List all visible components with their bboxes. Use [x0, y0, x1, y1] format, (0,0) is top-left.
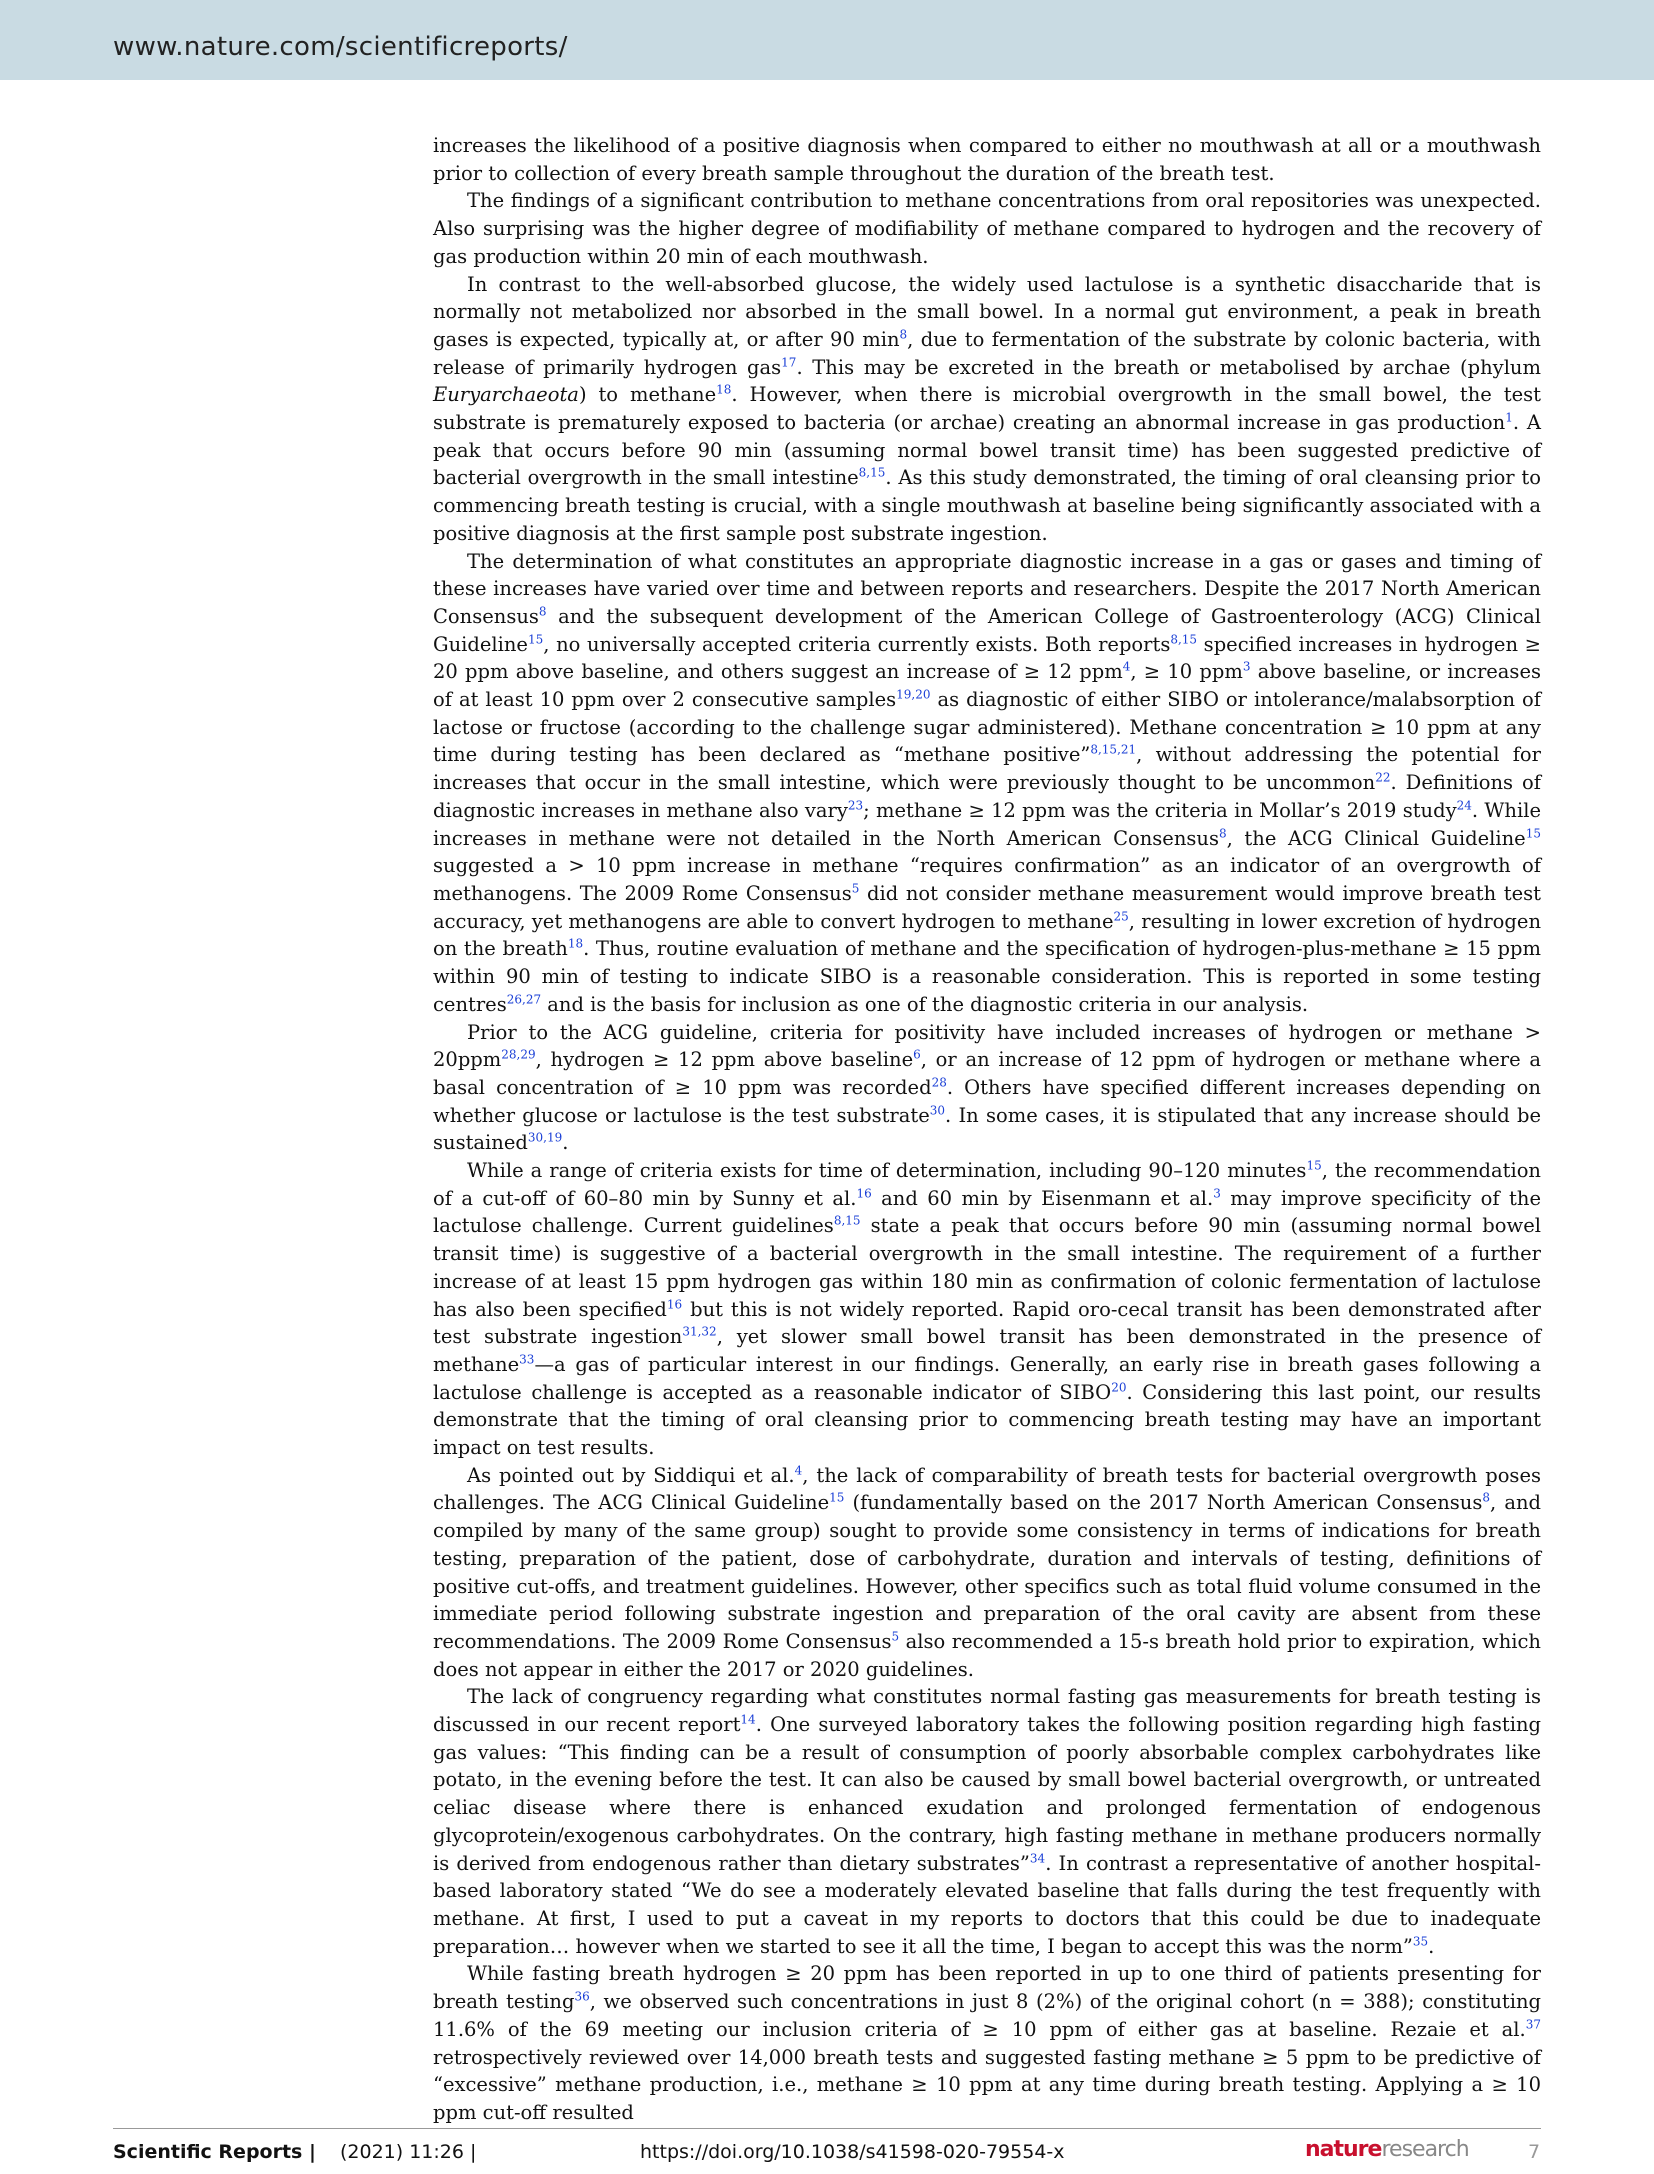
citation[interactable]: 8 — [538, 604, 547, 619]
citation[interactable]: 16 — [666, 1297, 683, 1312]
citation[interactable]: 17 — [781, 355, 797, 370]
citation[interactable]: 8,15 — [1170, 632, 1198, 647]
citation[interactable]: 15 — [527, 632, 544, 647]
paragraph: Prior to the ACG guideline, criteria for positivity have included increases of hydrogen or methane > 20ppm$^{28,29}$, hydrogen ≥ 12 ppm above baseline$^6$, or an increase of 12 ppm of hydrogen or methane where a basal concentration of ≥ 10 ppm was recorded$^{28}$. Others have specified different increases depending on whether glucose or lactulose is the test substrate$^{30}$. In some cases, it is stipulated that any increase should be sustained$^{30,19}$. — [433, 1020, 1541, 1155]
citation[interactable]: 31,32 — [682, 1324, 717, 1339]
footer-volume: (2021) 11:26 | — [340, 2141, 477, 2163]
citation[interactable]: 18 — [567, 936, 584, 951]
citation[interactable]: 16 — [856, 1186, 872, 1201]
citation[interactable]: 25 — [1113, 909, 1129, 924]
citation[interactable]: 37 — [1525, 2017, 1541, 2032]
citation[interactable]: 3 — [1213, 1186, 1221, 1201]
citation[interactable]: 30 — [929, 1103, 946, 1118]
citation[interactable]: 23 — [847, 798, 864, 813]
citation[interactable]: 19,20 — [896, 687, 931, 702]
footer-divider — [113, 2128, 1541, 2129]
footer-journal: Scientific Reports | — [113, 2141, 316, 2163]
citation[interactable]: 28 — [931, 1075, 947, 1090]
citation[interactable]: 6 — [913, 1047, 921, 1062]
page-number: 7 — [1528, 2141, 1541, 2163]
citation[interactable]: 35 — [1412, 1934, 1429, 1949]
paragraph: While fasting breath hydrogen ≥ 20 ppm has been reported in up to one third of patients presenting for breath testing$^{36}$, we observed such concentrations in just 8 (2%) of the original cohort (n = 388); constituting 11.6% of the 69 meeting our inclusion criteria of ≥ 10 ppm of either gas at baseline. Rezaie et al.$^{37}$ retrospectively reviewed over 14,000 breath tests and suggested fasting methane ≥ 5 ppm to be predictive of “excessive” methane production, i.e., methane ≥ 10 ppm at any time during breath testing. Applying a ≥ 10 ppm cut-off resulted — [433, 1962, 1541, 2124]
paragraph: In contrast to the well-absorbed glucose, the widely used lactulose is a synthetic disaccharide that is normally not metabolized nor absorbed in the small bowel. In a normal gut environment, a peak in breath gases is expected, typically at, or after 90 $\min^8$, due to fermentation of the substrate by colonic bacteria, with release of primarily hydrogen gas$^{17}$. This may be excreted in the breath or metabolised by archae (phylum Euryarchaeota) to methane$^{18}$. However, when there is microbial overgrowth in the small bowel, the test substrate is prematurely exposed to bacteria (or archae) creating an abnormal increase in gas production$^1$. A peak that occurs before 90 min (assuming normal bowel transit time) has been suggested predictive of bacterial overgrowth in the small intestine$^{8,15}$. As this study demonstrated, the timing of oral cleansing prior to commencing breath testing is crucial, with a single mouthwash at baseline being significantly associated with a positive diagnosis at the first sample post substrate ingestion. — [433, 272, 1541, 545]
citation[interactable]: 33 — [519, 1352, 535, 1367]
paragraph: The findings of a significant contribution to methane concentrations from oral repositories was unexpected. Also surprising was the higher degree of modifiability of methane compared to hydrogen and the recovery of gas production within 20 min of each mouthwash. — [433, 189, 1541, 268]
citation[interactable]: 15 — [829, 1490, 845, 1505]
journal-url[interactable]: www.nature.com/scientificreports/ — [113, 32, 568, 62]
paragraph: increases the likelihood of a positive diagnosis when compared to either no mouthwash at all or a mouthwash prior to collection of every breath sample throughout the duration of the breath test. — [433, 134, 1541, 185]
citation[interactable]: 36 — [574, 1989, 590, 2004]
citation[interactable]: 15 — [1306, 1158, 1322, 1173]
citation[interactable]: 20 — [1111, 1380, 1127, 1395]
citation[interactable]: 18 — [716, 382, 732, 397]
citation[interactable]: 24 — [1456, 798, 1472, 813]
citation[interactable]: 34 — [1029, 1851, 1046, 1866]
citation[interactable]: 4 — [794, 1463, 803, 1478]
citation[interactable]: 8,15 — [833, 1213, 861, 1228]
citation[interactable]: 8 — [1482, 1490, 1490, 1505]
citation[interactable]: 8,15,21 — [1090, 742, 1137, 757]
paragraph: The lack of congruency regarding what constitutes normal fasting gas measurements for breath testing is discussed in our recent report$^{14}$. One surveyed laboratory takes the following position regarding high fasting gas values: “This finding can be a result of consumption of poorly absorbable complex carbohydrates like potato, in the evening before the test. It can also be caused by small bowel bacterial overgrowth, or untreated celiac disease where there is enhanced exudation and prolonged fermentation of endogenous glycoprotein/exogenous carbohydrates. On the contrary, high fasting methane in methane producers normally is derived from endogenous rather than dietary substrates”$^{34}$. In contrast a representative of another hospital-based laboratory stated “We do see a moderately elevated baseline that falls during the test frequently with methane. At first, I used to put a caveat in my reports to doctors that this could be due to inadequate preparation… however when we started to see it all the time, I began to accept this was the norm”$^{35}$. — [433, 1685, 1541, 1958]
paragraph: While a range of criteria exists for time of determination, including 90–120 minutes$^{15}$, the recommendation of a cut-off of 60–80 min by Sunny et al.$^{16}$ and 60 min by Eisenmann et al.$^3$ may improve specificity of the lactulose challenge. Current guidelines$^{8,15}$ state a peak that occurs before 90 min (assuming normal bowel transit time) is suggestive of a bacterial overgrowth in the small intestine. The requirement of a further increase of at least 15 ppm hydrogen gas within 180 min as confirmation of colonic fermentation of lactulose has also been specified$^{16}$ but this is not widely reported. Rapid oro-cecal transit has been demonstrated after test substrate ingestion$^{31,32}$, yet slower small bowel transit has been demonstrated in the presence of methane$^{33}$—a gas of particular interest in our findings. Generally, an early rise in breath gases following a lactulose challenge is accepted as a reasonable indicator of SIBO$^{20}$. Considering this last point, our results demonstrate that the timing of oral cleansing prior to commencing breath testing may have an important impact on test results. — [433, 1158, 1542, 1460]
citation[interactable]: 26,27 — [506, 992, 542, 1007]
citation[interactable]: 22 — [1375, 770, 1391, 785]
article-body — [433, 132, 1541, 2127]
citation[interactable]: 5 — [851, 881, 860, 896]
citation[interactable]: 3 — [1242, 659, 1251, 674]
citation[interactable]: 4 — [1122, 659, 1131, 674]
citation[interactable]: 8,15 — [858, 465, 886, 480]
footer-doi-link[interactable]: https://doi.org/10.1038/s41598-020-79554-x — [640, 2141, 1065, 2163]
citation[interactable]: 14 — [740, 1712, 756, 1727]
citation[interactable]: 5 — [891, 1629, 900, 1644]
publisher-logo: natureresearch — [1305, 2137, 1469, 2162]
citation[interactable]: 1 — [1505, 410, 1513, 425]
paragraph: As pointed out by Siddiqui et al.$^4$, the lack of comparability of breath tests for bacterial overgrowth poses challenges. The ACG Clinical Guideline$^{15}$ (fundamentally based on the 2017 North American Consensus$^8$, and compiled by many of the same group) sought to provide some consistency in terms of indications for breath testing, preparation of the patient, dose of carbohydrate, duration and intervals of testing, definitions of positive cut-offs, and treatment guidelines. However, other specifics such as total fluid volume consumed in the immediate period following substrate ingestion and preparation of the oral cavity are absent from these recommendations. The 2009 Rome Consensus$^5$ also recommended a 15-s breath hold prior to expiration, which does not appear in either the 2017 or 2020 guidelines. — [433, 1463, 1541, 1681]
citation[interactable]: 8 — [1218, 826, 1227, 841]
citation[interactable]: 28,29 — [501, 1047, 536, 1062]
citation[interactable]: 30,19 — [527, 1130, 563, 1145]
citation[interactable]: 15 — [1525, 826, 1541, 841]
citation[interactable]: 8 — [899, 327, 908, 342]
paragraph: The determination of what constitutes an appropriate diagnostic increase in a gas or gases and timing of these increases have varied over time and between reports and researchers. Despite the 2017 North American Consensus$^8$ and the subsequent development of the American College of Gastroenterology (ACG) Clinical Guideline$^{15}$, no universally accepted criteria currently exists. Both reports$^{8,15}$ specified increases in hydrogen ≥ 20 ppm above baseline, and others suggest an increase of ≥ 12 ppm$^4$, ≥ 10 ppm$^3$ above baseline, or increases of at least 10 ppm over 2 consecutive samples$^{19,20}$ as diagnostic of either SIBO or intolerance/malabsorption of lactose or fructose (according to the challenge sugar administered). Methane concentration ≥ 10 ppm at any time during testing has been declared as “methane positive”$^{8,15,21}$, without addressing the potential for increases that occur in the small intestine, which were previously thought to be uncommon$^{22}$. Definitions of diagnostic increases in methane also vary$^{23}$; methane ≥ 12 ppm was the criteria in Mollar’s 2019 study$^{24}$. While increases in methane were not detailed in the North American Consensus$^8$, the ACG Clinical Guideline$^{15}$ suggested a > 10 ppm increase in methane “requires confirmation” as an indicator of an overgrowth of methanogens. The 2009 Rome Consensus$^5$ did not consider methane measurement would improve breath test accuracy, yet methanogens are able to convert hydrogen to methane$^{25}$, resulting in lower excretion of hydrogen on the breath$^{18}$. Thus, routine evaluation of methane and the specification of hydrogen-plus-methane ≥ 15 ppm within 90 min of testing to indicate SIBO is a reasonable consideration. This is reported in some testing centres$^{26,27}$ and is the basis for inclusion as one of the diagnostic criteria in our analysis. — [433, 549, 1542, 1016]
